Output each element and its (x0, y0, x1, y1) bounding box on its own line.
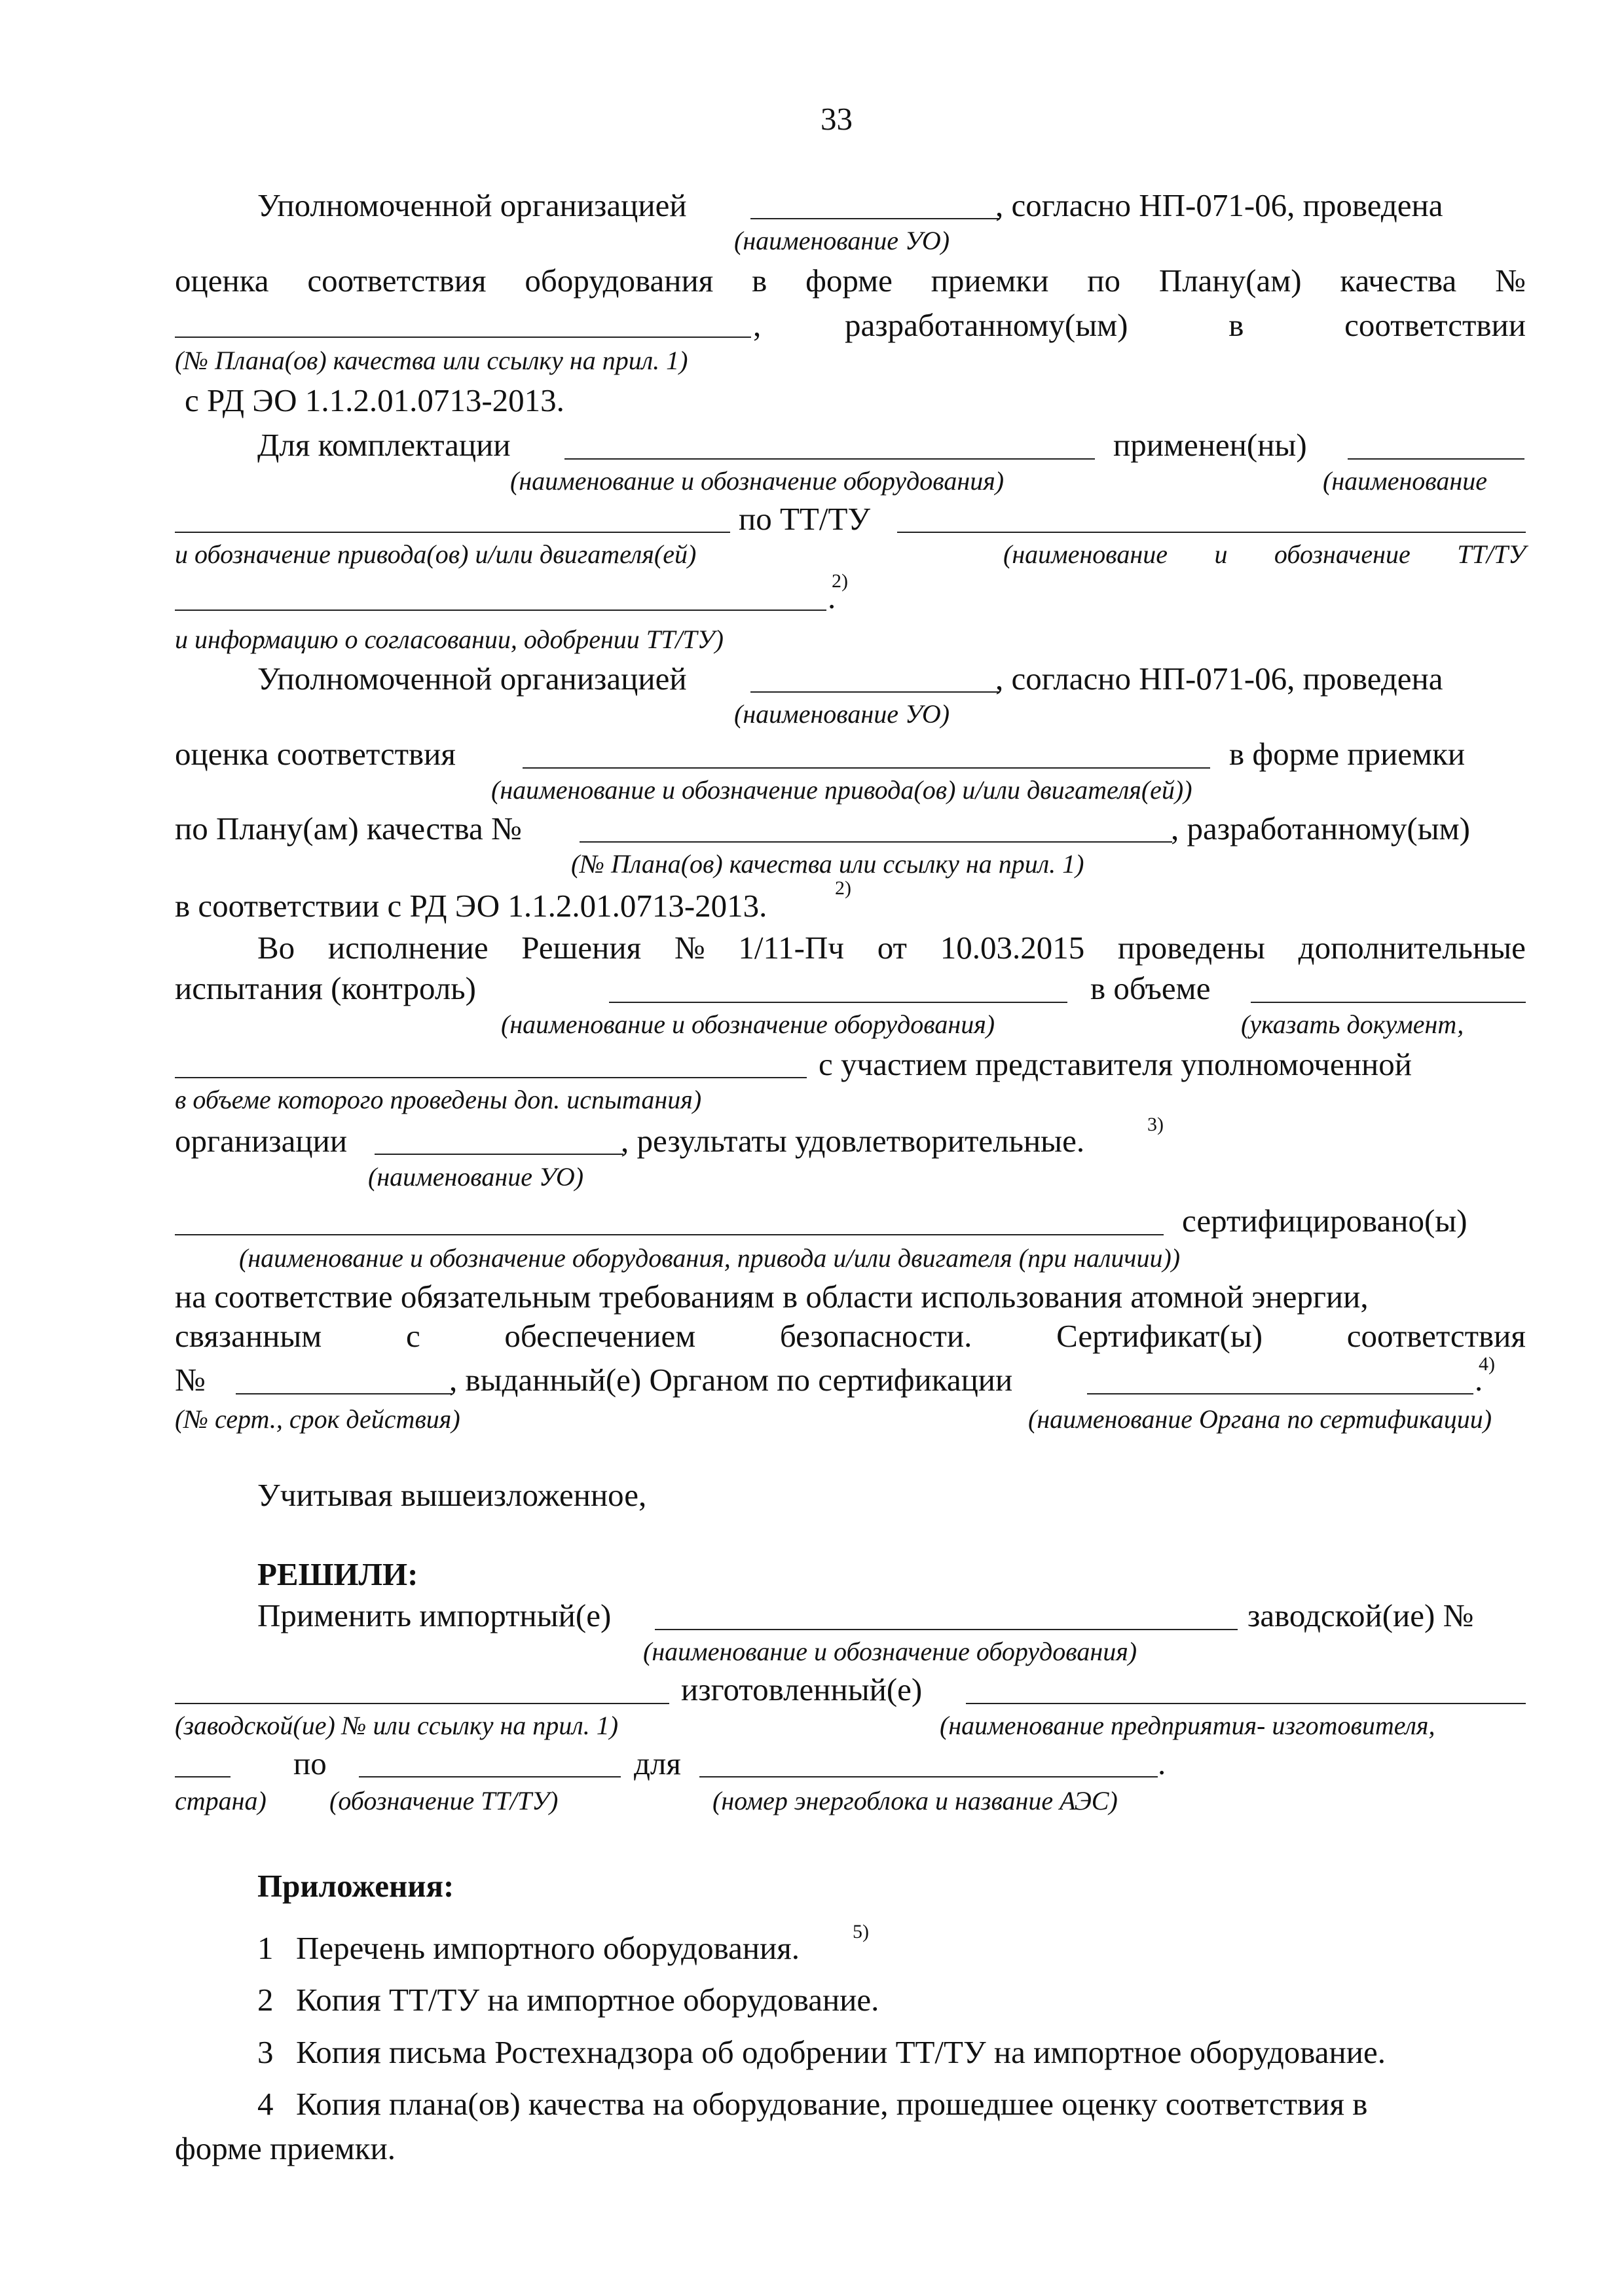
caption-ttu-1 (1003, 541, 1526, 568)
block5-line4-mid: , выданный(е) Органом по сертификации (449, 1362, 1013, 1398)
decided-line3-po: по (293, 1745, 327, 1781)
appendix-item-text: Перечень импортного оборудования. (296, 1930, 800, 1966)
appendix-item-num: 1 (257, 1930, 274, 1966)
caption-equipment-3: (наименование и обозначение оборудования, привода и/или двигателя (при наличии)) (239, 1243, 1181, 1273)
blank-scope (175, 1077, 807, 1078)
caption-word: и (1214, 539, 1228, 569)
block3-line4: в соответствии с РД ЭО 1.1.2.01.0713-2013. (175, 888, 767, 924)
caption-uo-2: (наименование УО) (734, 699, 950, 729)
caption-word: ТТ/ТУ (1457, 539, 1526, 569)
appendix-item-num: 4 (257, 2086, 274, 2122)
caption-plan-1: (№ Плана(ов) качества или ссылку на прил. 1) (175, 346, 688, 375)
blank-ttu-2 (359, 1776, 621, 1777)
caption-cert: (№ серт., срок действия) (175, 1404, 460, 1434)
blank-uo-2 (750, 691, 999, 693)
blank-cert (236, 1393, 452, 1394)
word: обеспечением (504, 1318, 696, 1354)
block1-line4: с РД ЭО 1.1.2.01.0713-2013. (185, 382, 564, 418)
word: исполнение (327, 930, 489, 966)
caption-doc: (указать документ, (1241, 1010, 1464, 1039)
word: проведены (1117, 930, 1265, 966)
word: в (752, 263, 767, 299)
caption-equipment-2: (наименование и обозначение оборудования) (501, 1010, 995, 1039)
word: от (877, 930, 907, 966)
caption-maker: (наименование предприятия- изготовителя, (940, 1711, 1435, 1740)
block1-line3-comma: , (753, 307, 762, 343)
page-number: 33 (821, 101, 853, 137)
decided-heading: РЕШИЛИ: (257, 1556, 418, 1592)
word: соответствии (1344, 307, 1526, 343)
block1-line1-text: Уполномоченной организацией (257, 187, 687, 223)
caption-uo-1: (наименование УО) (734, 226, 950, 255)
decided-line1-end: заводской(ие) № (1247, 1597, 1474, 1633)
word: 1/11-Пч (738, 930, 844, 966)
appendix-item-text: Копия плана(ов) качества на оборудование, прошедшее оценку соответствия в (296, 2086, 1368, 2122)
word: в (1228, 307, 1244, 343)
decided-line3-for: для (634, 1745, 681, 1781)
word: 10.03.2015 (940, 930, 1085, 966)
block2-line1-mid: применен(ны) (1113, 427, 1307, 463)
block4-line2-text: испытания (контроль) (175, 970, 476, 1006)
caption-equipment-4: (наименование и обозначение оборудования) (643, 1637, 1137, 1666)
blank-plan-1 (175, 337, 751, 338)
block3-line3-text: по Плану(ам) качества № (175, 811, 522, 847)
word: форме (805, 263, 893, 299)
appendix-item-text: Копия письма Ростехнадзора об одобрении ТТ/ТУ на импортное оборудование. (296, 2034, 1386, 2070)
footnote-3: 3) (1147, 1114, 1164, 1135)
footnote-2-b: 2) (835, 877, 851, 899)
blank-doc (1251, 1002, 1526, 1003)
block5-line1-end: сертифицировано(ы) (1182, 1203, 1467, 1239)
caption-equipment-1: (наименование и обозначение оборудования) (510, 466, 1005, 496)
appendix-item-text: Копия ТТ/ТУ на импортное оборудование. (296, 1982, 879, 2018)
caption-uo-3: (наименование УО) (368, 1162, 584, 1192)
word: оборудования (525, 263, 714, 299)
blank-plan-2 (580, 841, 1172, 843)
word: оценка (175, 263, 269, 299)
block5-line3 (175, 1320, 1526, 1352)
block3-line1-end: , согласно НП-071-06, проведена (995, 661, 1443, 697)
block3-line2-end: в форме приемки (1229, 736, 1466, 772)
word: Во (257, 930, 295, 966)
blank-equipment-4 (655, 1629, 1238, 1630)
blank-equipment-1 (564, 458, 1095, 460)
decided-line2-mid: изготовленный(е) (681, 1671, 923, 1707)
word: дополнительные (1298, 930, 1526, 966)
caption-serial: (заводской(ие) № или ссылку на прил. 1) (175, 1711, 619, 1740)
block3-line1-text: Уполномоченной организацией (257, 661, 687, 697)
caption-word: обозначение (1274, 539, 1411, 569)
caption-scope: в объеме которого проведены доп. испытания) (175, 1085, 702, 1114)
word: по (1087, 263, 1120, 299)
blank-serial (175, 1703, 669, 1704)
word: с (405, 1318, 420, 1354)
blank-ttu-1 (897, 532, 1526, 533)
word: Решения (521, 930, 642, 966)
word: № (674, 930, 705, 966)
blank-country (175, 1776, 231, 1777)
block1-line2 (175, 264, 1526, 297)
blank-name-start (1348, 458, 1524, 460)
blank-drive-1 (175, 532, 730, 533)
word: соответствия (307, 263, 487, 299)
footnote-5: 5) (853, 1921, 869, 1942)
caption-drive-2: (наименование и обозначение привода(ов) и/или двигателя(ей)) (491, 775, 1192, 805)
caption-plan-2: (№ Плана(ов) качества или ссылку на прил. 1) (571, 849, 1084, 879)
block5-line4-dot: . (1475, 1362, 1483, 1398)
blank-equipment-2 (609, 1002, 1067, 1003)
block5-line2: на соответствие обязательным требованиям в области использования атомной энергии, (175, 1279, 1369, 1315)
block4-line4-end: , результаты удовлетворительные. (621, 1123, 1085, 1159)
block3-line3-end: , разработанному(ым) (1171, 811, 1470, 847)
considering-text: Учитывая вышеизложенное, (257, 1477, 647, 1513)
caption-unit: (номер энергоблока и название АЭС) (712, 1786, 1118, 1815)
appendix-item-num: 2 (257, 1982, 274, 2018)
caption-drive-1: и обозначение привода(ов) и/или двигателя(ей) (175, 539, 697, 569)
blank-maker (966, 1703, 1526, 1704)
word: безопасности. (779, 1318, 972, 1354)
block4-line2-mid: в объеме (1090, 970, 1211, 1006)
appendix-item4-continuation: форме приемки. (175, 2130, 396, 2166)
caption-country: страна) (175, 1786, 267, 1815)
word: связанным (175, 1318, 322, 1354)
caption-name-start: (наименование (1323, 466, 1487, 496)
word: разработанному(ым) (845, 307, 1128, 343)
caption-info: и информацию о согласовании, одобрении ТТ/ТУ) (175, 625, 724, 654)
decided-line1-text: Применить импортный(е) (257, 1597, 612, 1633)
word: соответствия (1346, 1318, 1526, 1354)
caption-organ: (наименование Органа по сертификации) (1028, 1404, 1492, 1434)
blank-uo-3 (375, 1154, 623, 1155)
block2-line1-text: Для комплектации (257, 427, 511, 463)
word: качества (1340, 263, 1457, 299)
block1-line1-end: , согласно НП-071-06, проведена (995, 187, 1443, 223)
blank-certified-item (175, 1234, 1164, 1235)
block3-line2-text: оценка соответствия (175, 736, 456, 772)
word: № (1495, 263, 1526, 299)
decided-line3-dot: . (1158, 1745, 1166, 1781)
blank-unit (699, 1776, 1158, 1777)
blank-drive-2 (523, 767, 1210, 769)
word: Сертификат(ы) (1056, 1318, 1263, 1354)
word: Плану(ам) (1158, 263, 1302, 299)
blank-uo-1 (750, 218, 999, 219)
caption-word: (наименование (1003, 539, 1168, 569)
caption-ttu-2: (обозначение ТТ/ТУ) (329, 1786, 559, 1815)
footnote-4: 4) (1479, 1353, 1495, 1375)
footnote-2-a: 2) (832, 570, 848, 592)
blank-ttu-info (175, 610, 826, 611)
block1-line3 (845, 309, 1526, 341)
appendix-item-num: 3 (257, 2034, 274, 2070)
blank-organ (1087, 1393, 1473, 1394)
block4-line1 (257, 932, 1526, 964)
word: приемки (931, 263, 1049, 299)
block4-line4-text: организации (175, 1123, 348, 1159)
block2-line3-dot: . (828, 579, 836, 615)
block2-line2-text: по ТТ/ТУ (739, 501, 871, 537)
appendices-heading: Приложения: (257, 1868, 454, 1904)
block4-line3-end: с участием представителя уполномоченной (819, 1046, 1412, 1082)
block5-line4-num: № (175, 1362, 206, 1398)
